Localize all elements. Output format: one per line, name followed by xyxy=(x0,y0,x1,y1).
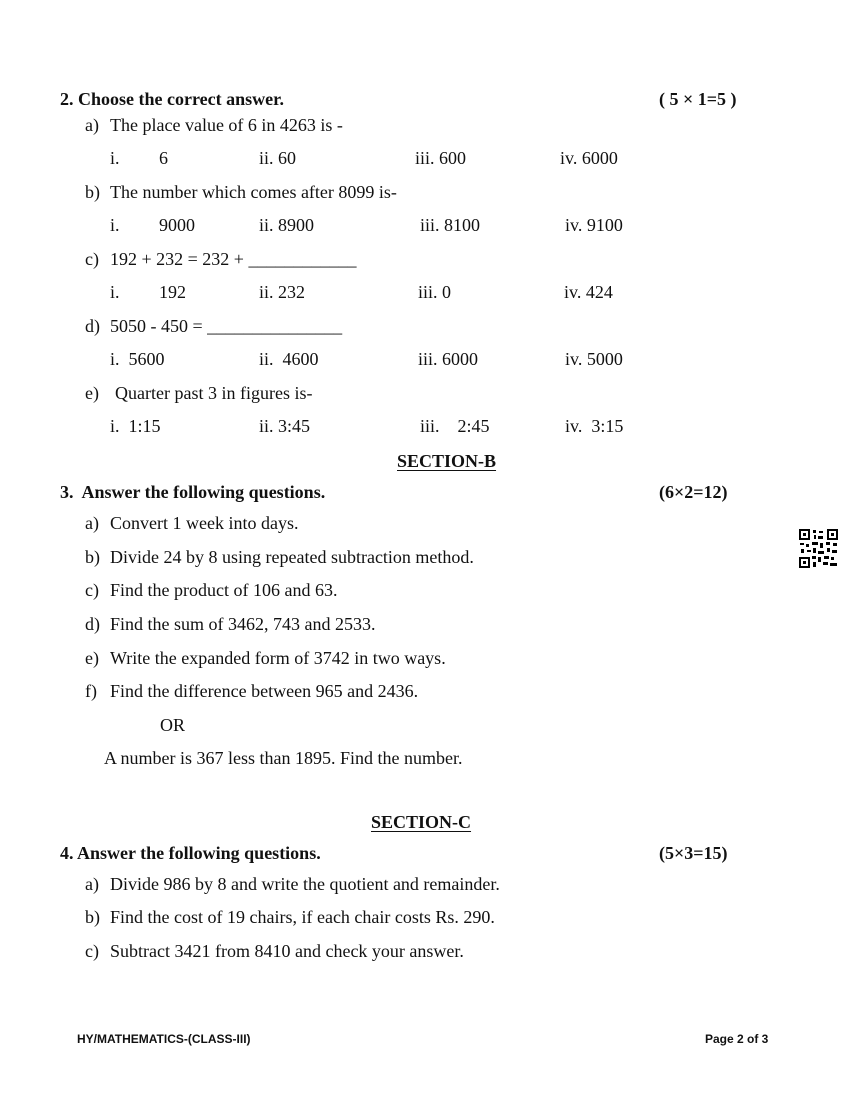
q4a-text: Divide 986 by 8 and write the quotient and remainder. xyxy=(110,874,500,894)
q3-marks: (6×2=12) xyxy=(659,482,728,502)
q3d-text: Find the sum of 3462, 743 and 2533. xyxy=(110,614,376,634)
q4b-label: b) xyxy=(85,907,100,927)
q2e-text: Quarter past 3 in figures is- xyxy=(115,383,313,403)
q4-heading: 4. Answer the following questions. xyxy=(60,843,321,863)
q3-alternative: A number is 367 less than 1895. Find the number. xyxy=(104,748,463,768)
q2e-option-4: iv. 3:15 xyxy=(565,416,624,436)
q2a-option-1-num: i. xyxy=(110,148,120,168)
q3d-label: d) xyxy=(85,614,100,634)
q2b-label: b) xyxy=(85,182,100,202)
q2e-label: e) xyxy=(85,383,99,403)
q2e-option-3: iii. 2:45 xyxy=(420,416,490,436)
q2d-text: 5050 - 450 = _______________ xyxy=(110,316,343,336)
q2d-option-2: ii. 4600 xyxy=(259,349,319,369)
q2a-option-4: iv. 6000 xyxy=(560,148,618,168)
q2b-option-1-val: 9000 xyxy=(159,215,195,235)
q4c-text: Subtract 3421 from 8410 and check your answer. xyxy=(110,941,464,961)
q3e-text: Write the expanded form of 3742 in two ways. xyxy=(110,648,446,668)
q2b-option-4: iv. 9100 xyxy=(565,215,623,235)
q3-heading: 3. Answer the following questions. xyxy=(60,482,326,502)
q2d-label: d) xyxy=(85,316,100,336)
q2e-option-2: ii. 3:45 xyxy=(259,416,311,436)
q3-or: OR xyxy=(160,715,186,735)
q3b-text: Divide 24 by 8 using repeated subtraction method. xyxy=(110,547,474,567)
q3f-label: f) xyxy=(85,681,97,701)
q2e-option-1: i. 1:15 xyxy=(110,416,161,436)
footer-page-number: Page 2 of 3 xyxy=(705,1032,769,1046)
q2a-option-2: ii. 60 xyxy=(259,148,297,168)
q2a-text: The place value of 6 in 4263 is - xyxy=(110,115,343,135)
q2c-text: 192 + 232 = 232 + ____________ xyxy=(110,249,357,269)
q2-heading: 2. Choose the correct answer. xyxy=(60,89,284,109)
q2c-option-4: iv. 424 xyxy=(564,282,613,302)
q3e-label: e) xyxy=(85,648,99,668)
footer-subject: HY/MATHEMATICS-(CLASS-III) xyxy=(77,1032,251,1046)
q2d-option-1: i. 5600 xyxy=(110,349,165,369)
q3a-label: a) xyxy=(85,513,99,533)
q2c-label: c) xyxy=(85,249,99,269)
q2b-text: The number which comes after 8099 is- xyxy=(110,182,397,202)
q2c-option-3: iii. 0 xyxy=(418,282,452,302)
section-c-title: SECTION-C xyxy=(371,812,472,832)
qr-code-icon xyxy=(799,529,838,568)
q3f-text: Find the difference between 965 and 2436. xyxy=(110,681,419,701)
q2-marks: ( 5 × 1=5 ) xyxy=(659,89,737,109)
q4-marks: (5×3=15) xyxy=(659,843,728,863)
q2b-option-3: iii. 8100 xyxy=(420,215,481,235)
q4c-label: c) xyxy=(85,941,99,961)
q2a-option-1-val: 6 xyxy=(159,148,168,168)
q2a-option-3: iii. 600 xyxy=(415,148,467,168)
q3b-label: b) xyxy=(85,547,100,567)
q2c-option-1-val: 192 xyxy=(159,282,186,302)
q2a-label: a) xyxy=(85,115,99,135)
q2c-option-2: ii. 232 xyxy=(259,282,306,302)
q4a-label: a) xyxy=(85,874,99,894)
section-b-title: SECTION-B xyxy=(397,451,497,471)
q3c-text: Find the product of 106 and 63. xyxy=(110,580,338,600)
q2d-option-4: iv. 5000 xyxy=(565,349,623,369)
q2b-option-2: ii. 8900 xyxy=(259,215,315,235)
q2c-option-1-num: i. xyxy=(110,282,120,302)
q3a-text: Convert 1 week into days. xyxy=(110,513,299,533)
q2d-option-3: iii. 6000 xyxy=(418,349,479,369)
q2b-option-1-num: i. xyxy=(110,215,120,235)
q4b-text: Find the cost of 19 chairs, if each chair costs Rs. 290. xyxy=(110,907,495,927)
q3c-label: c) xyxy=(85,580,99,600)
